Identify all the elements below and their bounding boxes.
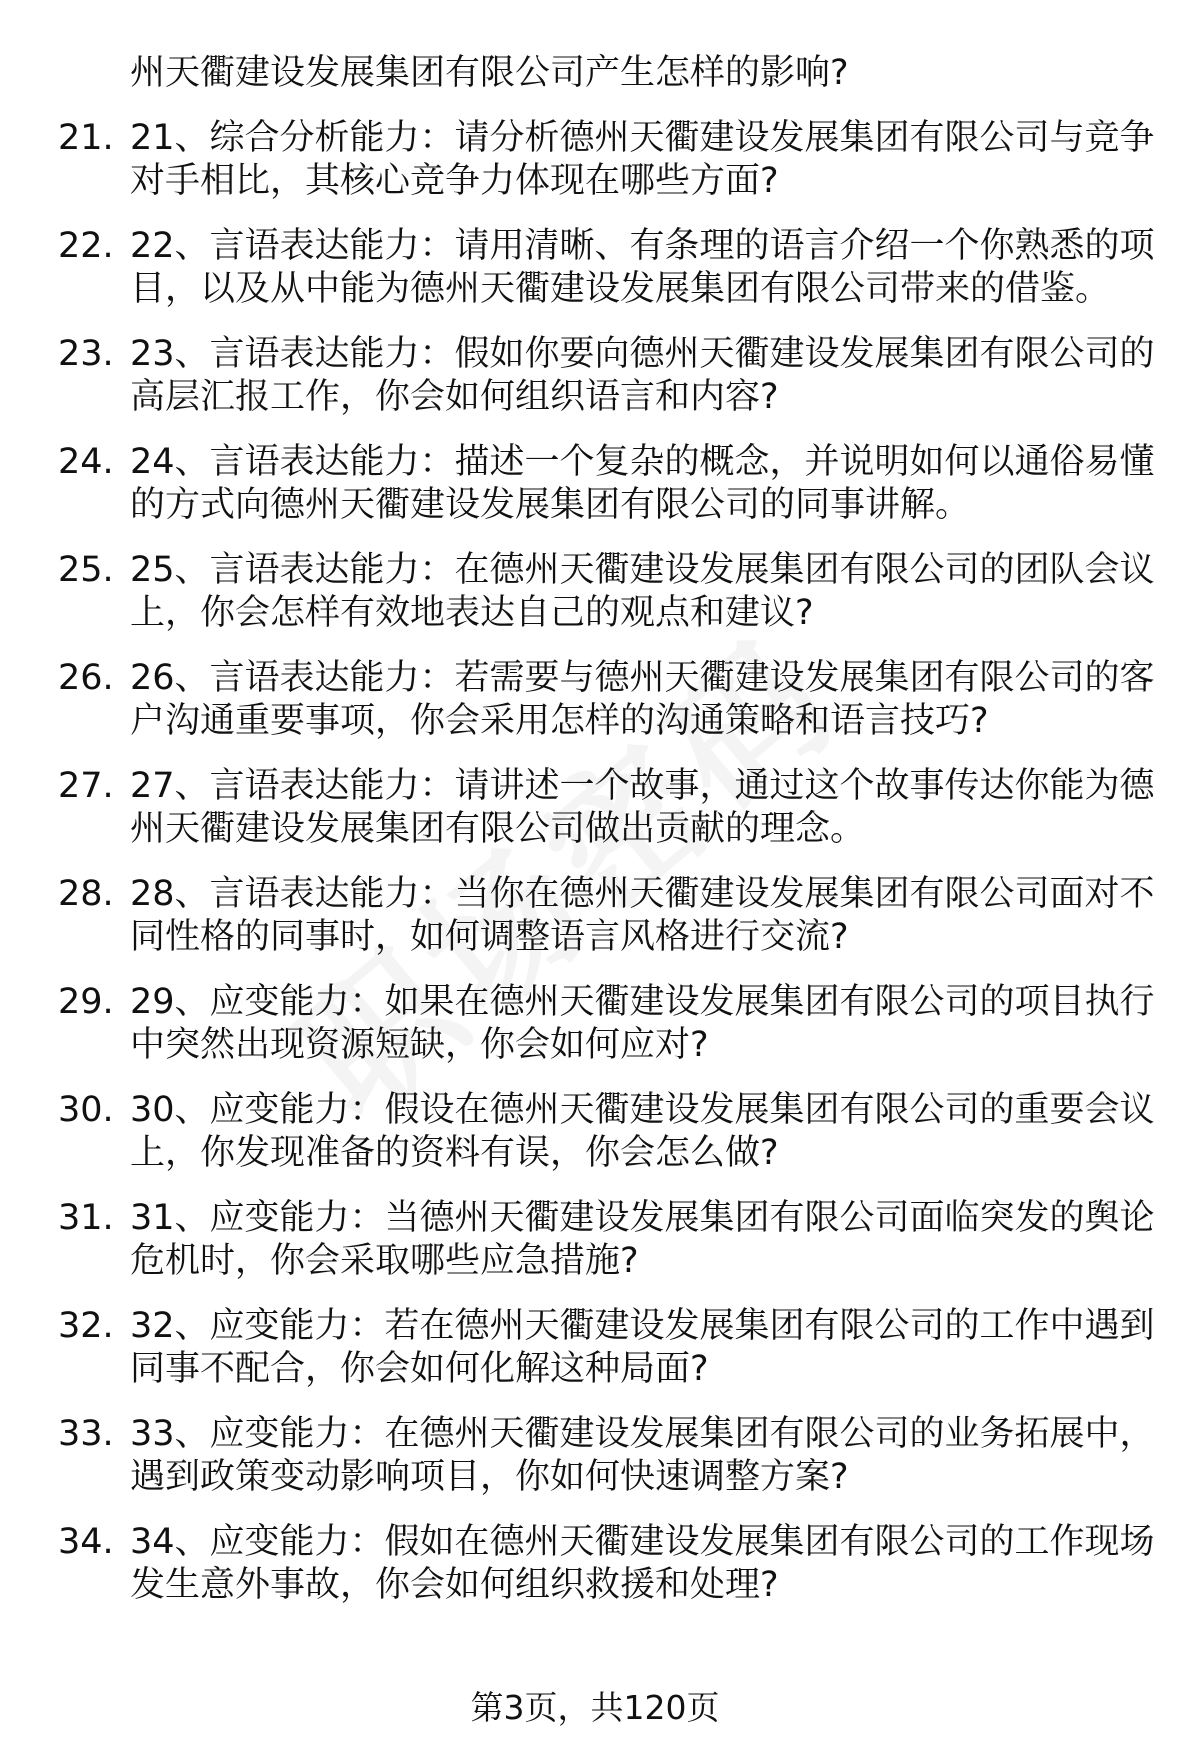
list-number: 22.: [58, 226, 114, 266]
list-number: 21.: [58, 118, 114, 158]
list-number: 34.: [58, 1522, 114, 1562]
question-text: 29、应变能力：如果在德州天衢建设发展集团有限公司的项目执行中突然出现资源短缺，你会如何应对?: [130, 982, 1155, 1065]
list-item: [0, 657, 1190, 743]
list-item: [0, 117, 1190, 203]
list-item: [0, 981, 1190, 1067]
list-item: [0, 1089, 1190, 1175]
list-item: [0, 1521, 1190, 1607]
question-text: 21、综合分析能力：请分析德州天衢建设发展集团有限公司与竞争对手相比，其核心竞争力体现在哪些方面?: [130, 118, 1155, 201]
list-item: [0, 225, 1190, 311]
question-text: 33、应变能力：在德州天衢建设发展集团有限公司的业务拓展中，遇到政策变动影响项目，你如何快速调整方案?: [130, 1414, 1155, 1497]
question-list: [0, 117, 1190, 1629]
question-text: 26、言语表达能力：若需要与德州天衢建设发展集团有限公司的客户沟通重要事项，你会采用怎样的沟通策略和语言技巧?: [130, 658, 1155, 741]
question-text: 22、言语表达能力：请用清晰、有条理的语言介绍一个你熟悉的项目，以及从中能为德州天衢建设发展集团有限公司带来的借鉴。: [130, 226, 1155, 309]
question-text: 32、应变能力：若在德州天衢建设发展集团有限公司的工作中遇到同事不配合，你会如何化解这种局面?: [130, 1306, 1155, 1389]
list-number: 33.: [58, 1414, 114, 1454]
list-number: 26.: [58, 658, 114, 698]
list-item: [0, 873, 1190, 959]
continued-question-text: 州天衢建设发展集团有限公司产生怎样的影响?: [130, 53, 849, 93]
question-text: 31、应变能力：当德州天衢建设发展集团有限公司面临突发的舆论危机时，你会采取哪些应急措施?: [130, 1198, 1155, 1281]
question-text: 27、言语表达能力：请讲述一个故事，通过这个故事传达你能为德州天衢建设发展集团有限公司做出贡献的理念。: [130, 766, 1155, 849]
list-number: 31.: [58, 1198, 114, 1238]
list-number: 28.: [58, 874, 114, 914]
list-number: 25.: [58, 550, 114, 590]
list-number: 24.: [58, 442, 114, 482]
list-number: 27.: [58, 766, 114, 806]
list-item: [0, 765, 1190, 851]
question-text: 28、言语表达能力：当你在德州天衢建设发展集团有限公司面对不同性格的同事时，如何调整语言风格进行交流?: [130, 874, 1155, 957]
question-text: 24、言语表达能力：描述一个复杂的概念，并说明如何以通俗易懂的方式向德州天衢建设发展集团有限公司的同事讲解。: [130, 442, 1155, 525]
question-text: 23、言语表达能力：假如你要向德州天衢建设发展集团有限公司的高层汇报工作，你会如何组织语言和内容?: [130, 334, 1155, 417]
page-footer: 第3页，共120页: [470, 1688, 720, 1727]
list-item: [0, 441, 1190, 527]
list-number: 30.: [58, 1090, 114, 1130]
list-number: 29.: [58, 982, 114, 1022]
list-item: [0, 549, 1190, 635]
list-number: 23.: [58, 334, 114, 374]
list-item: [0, 1413, 1190, 1499]
list-item: [0, 1305, 1190, 1391]
question-text: 25、言语表达能力：在德州天衢建设发展集团有限公司的团队会议上，你会怎样有效地表达自己的观点和建议?: [130, 550, 1155, 633]
list-number: 32.: [58, 1306, 114, 1346]
question-text: 30、应变能力：假设在德州天衢建设发展集团有限公司的重要会议上，你发现准备的资料有误，你会怎么做?: [130, 1090, 1155, 1173]
list-item: [0, 333, 1190, 419]
list-item: [0, 1197, 1190, 1283]
question-text: 34、应变能力：假如在德州天衢建设发展集团有限公司的工作现场发生意外事故，你会如何组织救援和处理?: [130, 1522, 1155, 1605]
